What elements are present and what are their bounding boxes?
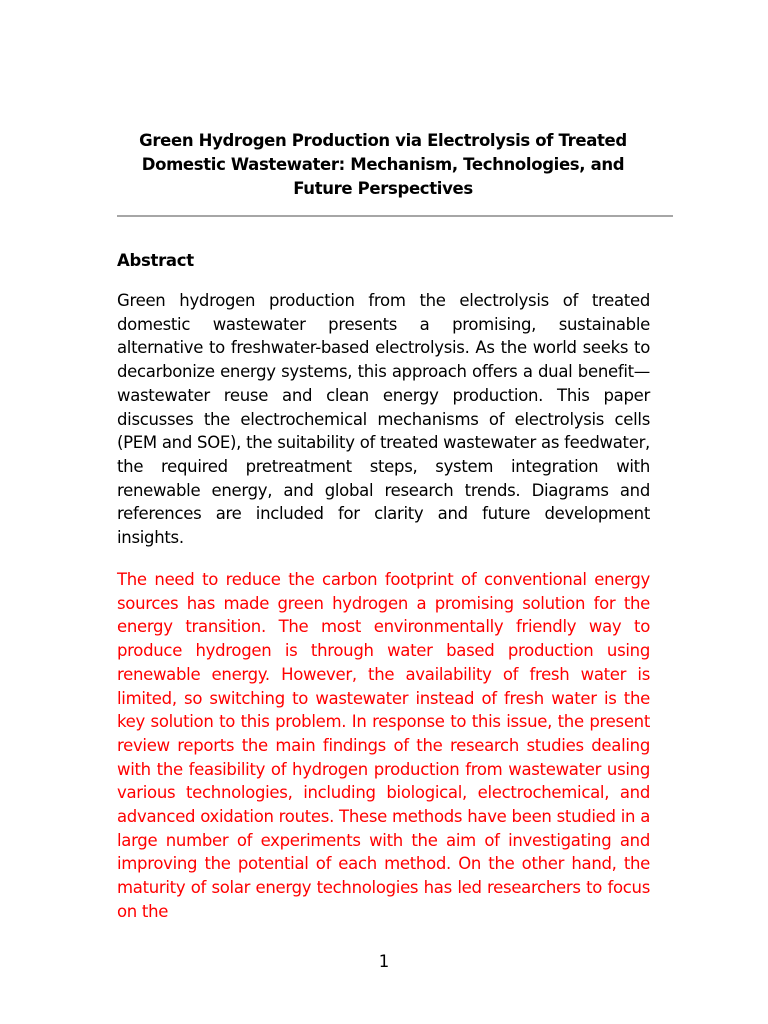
page-number: 1 <box>378 952 390 971</box>
title-divider <box>117 215 673 217</box>
document-title: Green Hydrogen Production via Electrolysis of Treated Domestic Wastewater: Mechanism, Technologies, and Future Perspectives <box>139 131 627 198</box>
abstract-paragraph: Green hydrogen production from the electrolysis of treated domestic wastewater presents a promising, sustainable alternative to freshwater-based electrolysis. As the world seeks to decarbonize energy systems, this approach offers a dual benefit—wastewater reuse and clean energy production. This paper discusses the electrochemical mechanisms of electrolysis cells (PEM and SOE), the suitability of treated wastewater as feedwater, the required pretreatment steps, system integration with renewable energy, and global research trends. Diagrams and references are included for clarity and future development insights. <box>117 291 650 548</box>
abstract-heading: Abstract <box>117 251 194 270</box>
highlighted-paragraph: The need to reduce the carbon footprint of conventional energy sources has made green hydrogen a promising solution for the energy transition. The most environmentally friendly way to produce hydrogen is through water based production using renewable energy. However, the availability of fresh water is limited, so switching to wastewater instead of fresh water is the key solution to this problem. In response to this issue, the present review reports the main findings of the research studies dealing with the feasibility of hydrogen production from wastewater using various technologies, including biological, electrochemical, and advanced oxidation routes. These methods have been studied in a large number of experiments with the aim of investigating and improving the potential of each method. On the other hand, the maturity of solar energy technologies has led researchers to focus on the <box>117 570 650 921</box>
